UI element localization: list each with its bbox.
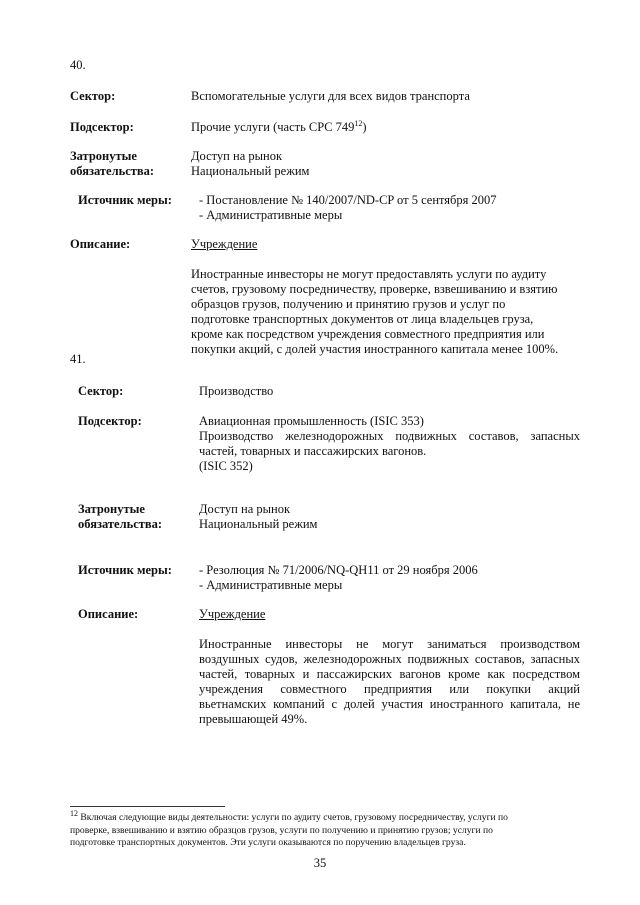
obligations-value: Доступ на рынок Национальный режим: [191, 149, 310, 178]
obligations-label: Затронутые обязательства:: [70, 149, 155, 178]
source-value: - Резолюция № 71/2006/NQ-QH11 от 29 ноября 2006 - Административные меры: [199, 563, 478, 592]
sector-value: Производство: [199, 384, 274, 398]
entry-number: 41.: [70, 352, 86, 366]
footnote: $^{12}$ Включая следующие виды деятельности: услуги по аудиту счетов, грузовому посредничеству, услуги по проверке, взвешиванию и взятию образцов грузов, услуги по получению и принятию грузов; услуги по подготовке транспортных документов. Эти услуги оказываются по поручению владельцев груза.: [70, 808, 508, 848]
source-label: Источник меры:: [78, 193, 172, 207]
description-text: Иностранные инвесторы не могут предоставлять услуги по аудиту счетов, грузовому посредничеству, проверке, взвешиванию и взятию образцов грузов, получению и принятию грузов и услуг по подготовке транспортных документов от лица владельцев груза, кроме как посредством учреждения совместного предприятия или покупки акций, с долей участия иностранного капитала менее 100%.: [191, 267, 559, 356]
description-label: Описание:: [78, 607, 139, 621]
description-label: Описание:: [70, 237, 131, 251]
sector-value: Вспомогательные услуги для всех видов транспорта: [191, 89, 470, 103]
footnote-number: 12: [70, 808, 78, 818]
sector-label: Сектор:: [78, 384, 124, 398]
footnote-ref[interactable]: 12: [354, 118, 363, 128]
obligations-label: Затронутые обязательства:: [78, 502, 163, 531]
subsector-label: Подсектор:: [70, 120, 134, 134]
page-number: 35: [313, 856, 327, 870]
source-label: Источник меры:: [78, 563, 172, 577]
footnote-separator: [70, 806, 225, 807]
description-heading: Учреждение: [191, 237, 258, 251]
entry-number: 40.: [70, 58, 86, 72]
obligations-value: Доступ на рынок Национальный режим: [199, 502, 318, 531]
source-value: - Постановление № 140/2007/ND-CP от 5 сентября 2007 - Административные меры: [199, 193, 497, 222]
sector-label: Сектор:: [70, 89, 116, 103]
subsector-label: Подсектор:: [78, 414, 142, 428]
subsector-value: Авиационная промышленность (ISIC 353) Производство железнодорожных подвижных составов, запасных частей, товарных и пассажирских вагонов. (ISIC 352): [199, 414, 580, 473]
description-text: Иностранные инвесторы не могут заниматься производством воздушных судов, железнодорожных подвижных составов, запасных частей, товарных и пассажирских вагонов кроме как посредством учреждения совместного предприятия или покупки акций вьетнамских компаний с долей участия иностранного капитала, не превышающей 49%.: [199, 637, 580, 726]
description-heading: Учреждение: [199, 607, 266, 621]
subsector-value: Прочие услуги (часть CPC $749^{12}$): [191, 118, 367, 134]
